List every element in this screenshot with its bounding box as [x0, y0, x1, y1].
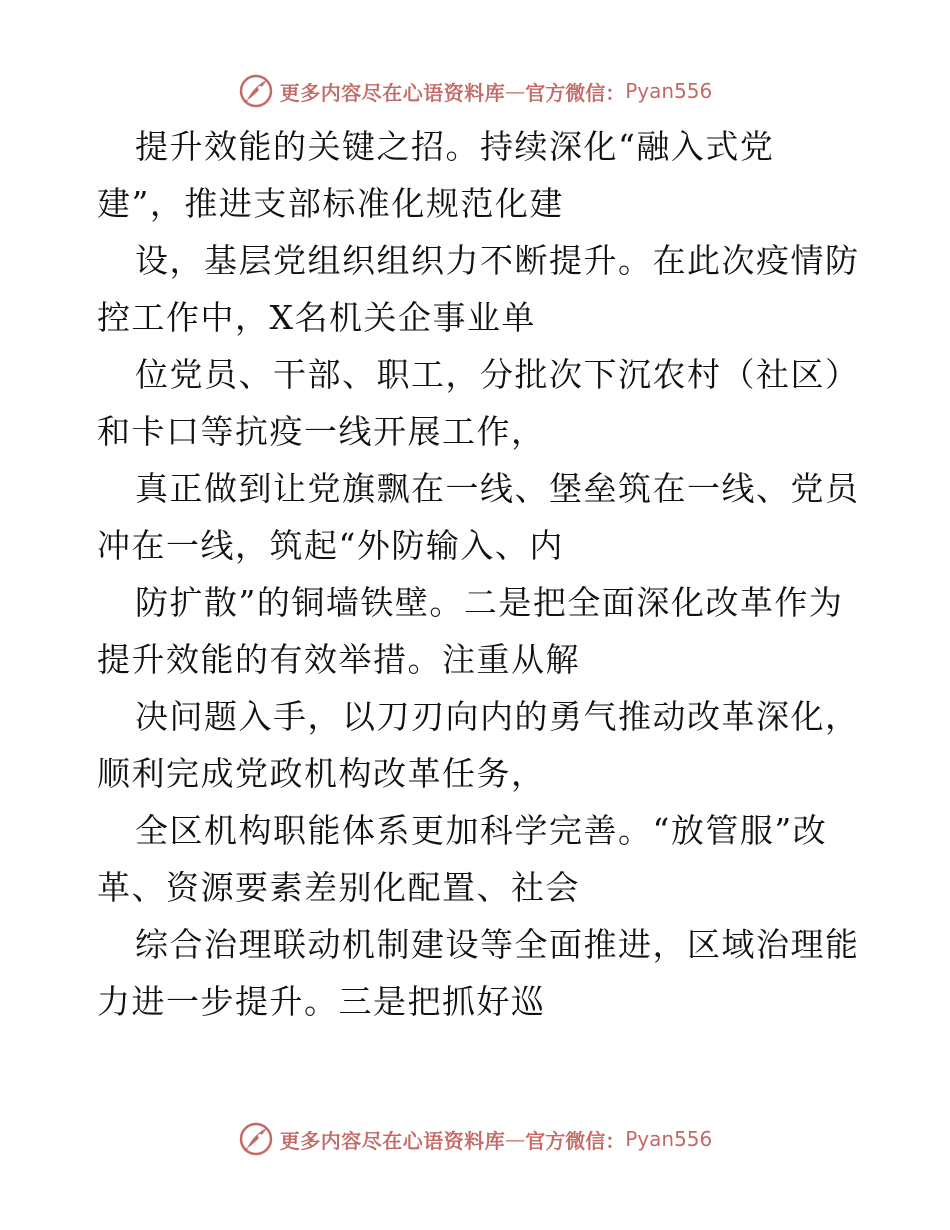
- watermark-separator: —: [505, 79, 526, 103]
- body-line: 提升效能的关键之招。持续深化“融入式党: [135, 127, 775, 166]
- body-line: 力进一步提升。三是把抓好巡: [97, 982, 546, 1021]
- watermark-text: 更多内容尽在心语资料库: [279, 80, 506, 105]
- body-line: 冲在一线，筑起“外防输入、内: [97, 526, 564, 565]
- feather-pen-logo-icon: [238, 73, 274, 109]
- body-line: 革、资源要素差别化配置、社会: [97, 868, 580, 907]
- header-watermark: [0, 71, 950, 111]
- watermark-wechat-id: Pyan556: [625, 1127, 713, 1151]
- feather-pen-logo-icon: [238, 1121, 274, 1157]
- body-line: 控工作中，X名机关企事业单: [97, 298, 536, 337]
- watermark-text: 更多内容尽在心语资料库: [279, 1128, 506, 1153]
- body-line: 决问题入手，以刀刃向内的勇气推动改革深化，: [135, 697, 860, 736]
- watermark-wechat-label: 官方微信：: [525, 80, 626, 105]
- body-line: 位党员、干部、职工，分批次下沉农村（社区）: [135, 355, 860, 394]
- body-line: 设，基层党组织组织力不断提升。在此次疫情防: [135, 241, 860, 280]
- body-line: 提升效能的有效举措。注重从解: [97, 640, 580, 679]
- watermark-separator: —: [505, 1127, 526, 1151]
- watermark-wechat-id: Pyan556: [625, 79, 713, 103]
- body-line: 顺利完成党政机构改革任务，: [97, 754, 546, 793]
- body-line: 综合治理联动机制建设等全面推进，区域治理能: [135, 925, 860, 964]
- body-line: 真正做到让党旗飘在一线、堡垒筑在一线、党员: [135, 469, 860, 508]
- body-line: 防扩散”的铜墙铁壁。二是把全面深化改革作为: [135, 583, 844, 622]
- document-body: [97, 118, 877, 1030]
- footer-watermark: [0, 1119, 950, 1159]
- body-line: 全区机构职能体系更加科学完善。“放管服”改: [135, 811, 828, 850]
- watermark-wechat-label: 官方微信：: [525, 1128, 626, 1153]
- body-line: 建”，推进支部标准化规范化建: [97, 184, 564, 223]
- body-line: 和卡口等抗疫一线开展工作，: [97, 412, 546, 451]
